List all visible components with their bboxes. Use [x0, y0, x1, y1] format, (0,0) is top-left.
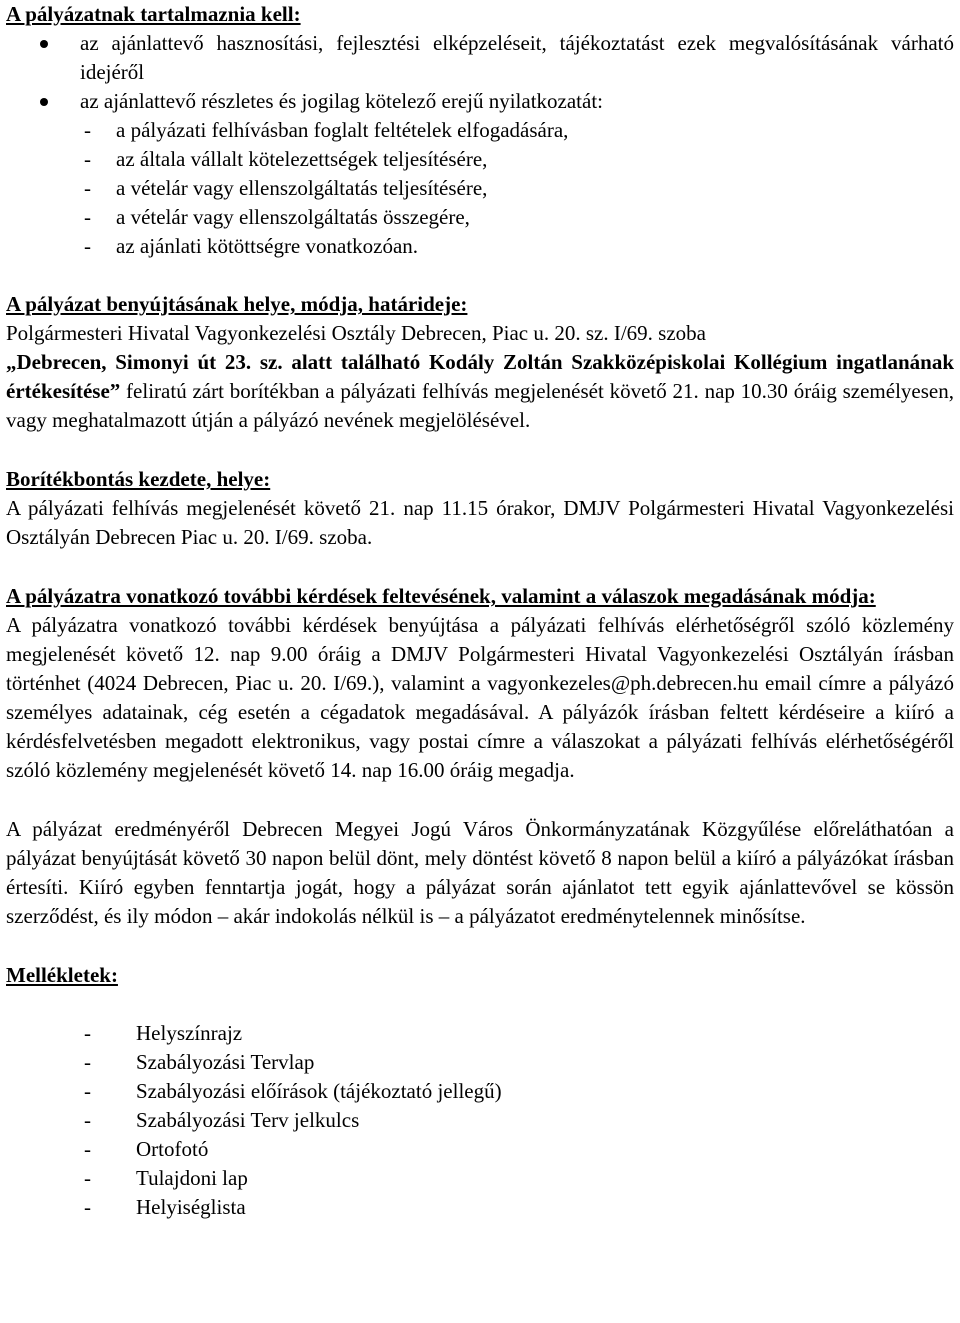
attachment-name: Ortofotó: [136, 1137, 209, 1161]
dash-marker: -: [84, 205, 91, 229]
list-item: [6, 1193, 954, 1222]
questions-paragraph: A pályázatra vonatkozó további kérdések benyújtása a pályázati felhívás elérhetőségről szóló közlemény megjelenését követő 12. nap 9.00 óráig a DMJV Polgármesteri Hivatal Vagyonkezelési Osztályán írásban történhet (4024 Debrecen, Piac u. 20. I/69.), valamint a vagyonkezeles@ph.debrecen.hu email címre a pályázó személyes adatainak, cég esetén a cégadatok megadásával. A pályázók írásban feltett kérdéseire a kiíró a kérdésfelvetésben megadott elektronikus, vagy postai címre a válaszokat a pályázati felhívás elérhetőségéről szóló közlemény megjelenését követő 14. nap 16.00 óráig megadja.: [6, 613, 954, 782]
submission-paragraph: [6, 348, 954, 435]
dash-marker: -: [84, 147, 91, 171]
section-heading-contents: A pályázatnak tartalmaznia kell:: [6, 2, 301, 26]
spacer: [6, 435, 954, 465]
bullet-text: az ajánlattevő részletes és jogilag kötelező erejű nyilatkozatát:: [80, 89, 604, 113]
dash-item-text: a vételár vagy ellenszolgáltatás összegére,: [116, 205, 470, 229]
dash-marker: -: [84, 1195, 91, 1219]
spacer: [6, 552, 954, 582]
bullet-icon: [40, 98, 48, 106]
list-item: [6, 145, 954, 174]
dash-item-text: a pályázati felhívásban foglalt feltételek elfogadására,: [116, 118, 569, 142]
dash-list: [6, 116, 954, 261]
attachment-name: Szabályozási Terv jelkulcs: [136, 1108, 360, 1132]
dash-marker: -: [84, 1166, 91, 1190]
spacer: [6, 990, 954, 1019]
submission-location: Polgármesteri Hivatal Vagyonkezelési Osztály Debrecen, Piac u. 20. sz. I/69. szoba: [6, 321, 706, 345]
envelope-label: „Debrecen, Simonyi út 23. sz. alatt található Kodály Zoltán Szakközépiskolai Kollégium ingatlanának értékesítése”: [6, 350, 954, 403]
dash-item-text: a vételár vagy ellenszolgáltatás teljesítésére,: [116, 176, 488, 200]
opening-paragraph: A pályázati felhívás megjelenését követő 21. nap 11.15 órakor, DMJV Polgármesteri Hivatal Vagyonkezelési Osztályán Debrecen Piac u. 20. I/69. szoba.: [6, 496, 954, 549]
list-item: [6, 203, 954, 232]
list-item: [6, 87, 954, 116]
dash-item-text: az ajánlati kötöttségre vonatkozóan.: [116, 234, 419, 258]
dash-marker: -: [84, 1021, 91, 1045]
dash-marker: -: [84, 176, 91, 200]
dash-marker: -: [84, 1079, 91, 1103]
result-paragraph: A pályázat eredményéről Debrecen Megyei Jogú Város Önkormányzatának Közgyűlése előreláthatóan a pályázat benyújtását követő 30 napon belül dönt, mely döntést követő 8 napon belül a kiíró a pályázókat írásban értesíti. Kiíró egyben fenntartja jogát, hogy a pályázat során ajánlatot tett egyik ajánlattevővel se kössön szerződést, és ily módon – akár indokolás nélkül is – a pályázatot eredménytelennek minősítse.: [6, 817, 954, 928]
list-item: [6, 174, 954, 203]
attachment-name: Helyszínrajz: [136, 1021, 243, 1045]
list-item: [6, 1135, 954, 1164]
attachment-name: Szabályozási Tervlap: [136, 1050, 315, 1074]
attachment-name: Tulajdoni lap: [136, 1166, 248, 1190]
spacer: [6, 931, 954, 961]
list-item: [6, 1077, 954, 1106]
attachment-name: Helyiséglista: [136, 1195, 246, 1219]
spacer: [6, 261, 954, 290]
bullet-list: [6, 29, 954, 116]
submission-text: feliratú zárt borítékban a pályázati felhívás megjelenését követő 21. nap 10.30 óráig személyesen, vagy meghatalmazott útján a pályázó nevének megjelölésével.: [6, 379, 954, 432]
section-heading-questions: A pályázatra vonatkozó további kérdések feltevésének, valamint a válaszok megadásának módja:: [6, 584, 876, 608]
spacer: [6, 785, 954, 815]
dash-item-text: az általa vállalt kötelezettségek teljesítésére,: [116, 147, 488, 171]
list-item: [6, 1164, 954, 1193]
list-item: [6, 29, 954, 87]
section-heading-opening: Borítékbontás kezdete, helye:: [6, 467, 271, 491]
dash-marker: -: [84, 1108, 91, 1132]
list-item: [6, 1106, 954, 1135]
list-item: [6, 232, 954, 261]
dash-marker: -: [84, 1137, 91, 1161]
dash-marker: -: [84, 1050, 91, 1074]
attachment-name: Szabályozási előírások (tájékoztató jellegű): [136, 1079, 502, 1103]
list-item: [6, 1019, 954, 1048]
dash-marker: -: [84, 118, 91, 142]
list-item: [6, 116, 954, 145]
bullet-text: az ajánlattevő hasznosítási, fejlesztési elképzeléseit, tájékoztatást ezek megvalósításának várható idejéről: [80, 31, 954, 84]
section-heading-attachments: Mellékletek:: [6, 963, 118, 987]
list-item: [6, 1048, 954, 1077]
dash-marker: -: [84, 234, 91, 258]
bullet-icon: [40, 40, 48, 48]
section-heading-submission: A pályázat benyújtásának helye, módja, határideje:: [6, 292, 468, 316]
attachments-list: [6, 1019, 954, 1222]
